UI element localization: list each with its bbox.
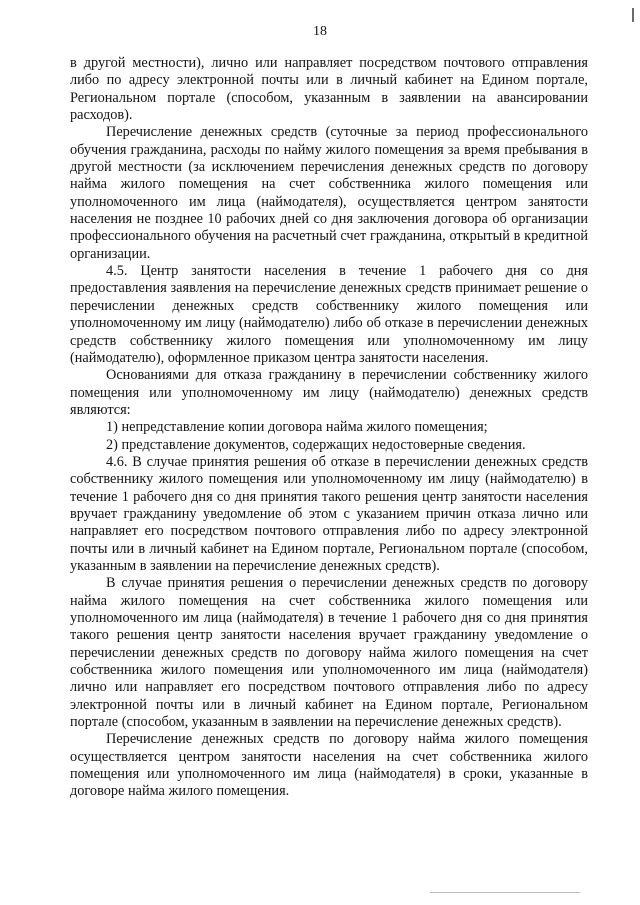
list-item-1: 1) непредставление копии договора найма жилого помещения; <box>106 419 488 436</box>
paragraph-transfer-decision: В случае принятия решения о перечислении денежных средств по договору найма жилого помещения на счет собственника жилого помещения или уполномоченного им лица (наймодателя) в течение 1 рабочего дня со дня принятия такого решения центр занятости населения вручает гражданину уведомление о перечислении денежных средств по договору найма жилого помещения на счет собственника жилого помещения или уполномоченного им лица (наймодателя) лично или направляет его посредством почтового отправления либо по адресу электронной почты или в личный кабинет на Едином портале, Региональном портале (способом, указанным в заявлении на перечисление денежных средств). <box>70 575 588 731</box>
list-item-2: 2) представление документов, содержащих недостоверные сведения. <box>106 436 526 453</box>
paragraph-transfer-terms: Перечисление денежных средств (суточные за период профессионального обучения гражданина, расходы по найму жилого помещения за время пребывания в другой местности (за исключением перечисления денежных средств по договору найма жилого помещения на счет собственника жилого помещения или уполномоченного им лица (наймодателя), осуществляется центром занятости населения не позднее 10 рабочих дней со дня заключения договора об организации профессионального обучения на расчетный счет гражданина, открытый в кредитной организации. <box>70 124 588 262</box>
footer-rule <box>430 892 580 893</box>
page-number: 18 <box>313 24 327 39</box>
paragraph-4-6: 4.6. В случае принятия решения об отказе в перечислении денежных средств собственнику жилого помещения или уполномоченному им лицу (наймодателю) в течение 1 рабочего дня со дня принятия такого решения центр занятости населения вручает гражданину уведомление об этом с указанием причин отказа лично или направляет его посредством почтового отправления либо по адресу электронной почты или в личный кабинет на Едином портале, Региональном портале (способом, указанным в заявлении на перечисление денежных средств). <box>70 453 588 574</box>
paragraph-4-5: 4.5. Центр занятости населения в течение 1 рабочего дня со дня предоставления заявления на перечисление денежных средств принимает решение о перечислении денежных средств собственнику жилого помещения или уполномоченному им лицу (наймодателю) либо об отказе в перечислении денежных средств собственнику жилого помещения или уполномоченному им лицу (наймодателю), оформленное приказом центра занятости населения. <box>70 263 588 366</box>
paragraph-continuation: в другой местности), лично или направляет посредством почтового отправления либо по адресу электронной почты или в личный кабинет на Едином портале, Региональном портале (способом, указанным в заявлении на авансировании расходов). <box>70 55 588 124</box>
paragraph-refusal-grounds: Основаниями для отказа гражданину в перечислении собственнику жилого помещения или уполномоченному им лицу (наймодателю) денежных средств являются: <box>70 367 588 418</box>
scan-mark <box>632 8 634 22</box>
paragraph-transfer-deadline: Перечисление денежных средств по договору найма жилого помещения осуществляется центром занятости населения на счет собственника жилого помещения или уполномоченного им лица (наймодателя) в сроки, указанные в договоре найма жилого помещения. <box>70 731 588 800</box>
document-body <box>70 55 588 801</box>
